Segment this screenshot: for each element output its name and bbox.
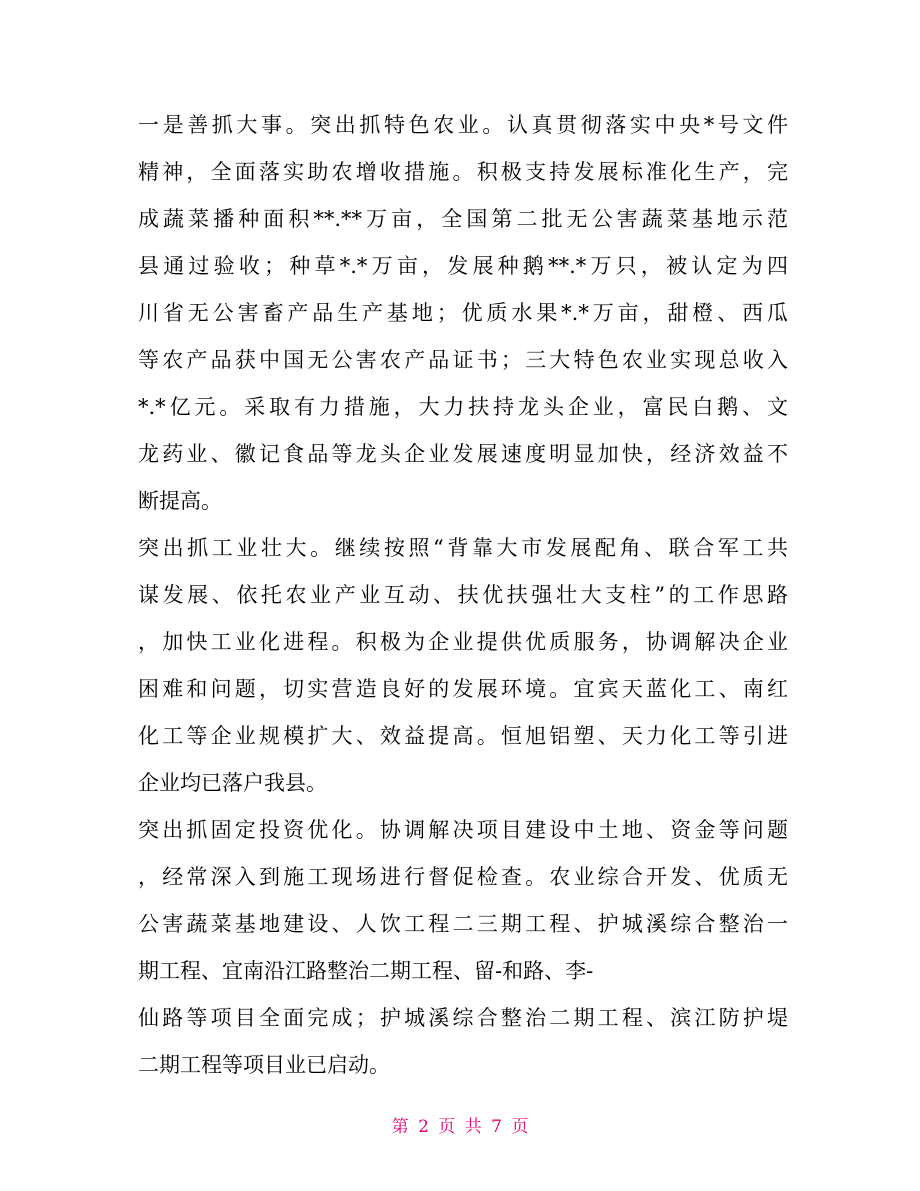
body-text bbox=[138, 102, 788, 1089]
text-line: 谋发展、依托农业产业互动、扶优扶强壮大支柱”的工作思路 bbox=[138, 583, 788, 607]
text-line: *.*亿元。采取有力措施，大力扶持龙头企业，富民白鹅、文 bbox=[138, 395, 788, 419]
text-line: 困难和问题，切实营造良好的发展环境。宜宾天蓝化工、南红 bbox=[138, 677, 788, 701]
text-line: 精神，全面落实助农增收措施。积极支持发展标准化生产，完 bbox=[138, 160, 788, 184]
text-line: 龙药业、徽记食品等龙头企业发展速度明显加快，经济效益不 bbox=[138, 442, 788, 466]
text-line: 仙路等项目全面完成；护城溪综合整治二期工程、滨江防护堤 bbox=[138, 1006, 788, 1030]
text-line: 公害蔬菜基地建设、人饮工程二三期工程、护城溪综合整治一 bbox=[138, 912, 788, 936]
text-line: 突出抓工业壮大。继续按照“背靠大市发展配角、联合军工共 bbox=[138, 536, 788, 560]
text-line: 成蔬菜播种面积**.**万亩，全国第二批无公害蔬菜基地示范 bbox=[138, 207, 788, 231]
text-line: 企业均已落户我县。 bbox=[138, 771, 327, 795]
text-line: 等农产品获中国无公害农产品证书；三大特色农业实现总收入 bbox=[138, 348, 788, 372]
text-line: 县通过验收；种草*.*万亩，发展种鹅**.*万只，被认定为四 bbox=[138, 254, 788, 278]
text-line: 二期工程等项目业已启动。 bbox=[138, 1053, 390, 1077]
text-line: 一是善抓大事。突出抓特色农业。认真贯彻落实中央*号文件 bbox=[138, 113, 788, 137]
text-line: ，加快工业化进程。积极为企业提供优质服务，协调解决企业 bbox=[138, 630, 788, 654]
text-line: 期工程、宜南沿江路整治二期工程、留-和路、李- bbox=[138, 959, 594, 983]
text-line: 突出抓固定投资优化。协调解决项目建设中土地、资金等问题 bbox=[138, 818, 788, 842]
text-line: 川省无公害畜产品生产基地；优质水果*.*万亩，甜橙、西瓜 bbox=[138, 301, 788, 325]
text-line: 断提高。 bbox=[138, 489, 222, 513]
text-line: 化工等企业规模扩大、效益提高。恒旭铝塑、天力化工等引进 bbox=[138, 724, 788, 748]
page-number-footer: 第 2 页 共 7 页 bbox=[391, 1117, 529, 1137]
text-line: ，经常深入到施工现场进行督促检查。农业综合开发、优质无 bbox=[138, 865, 788, 889]
